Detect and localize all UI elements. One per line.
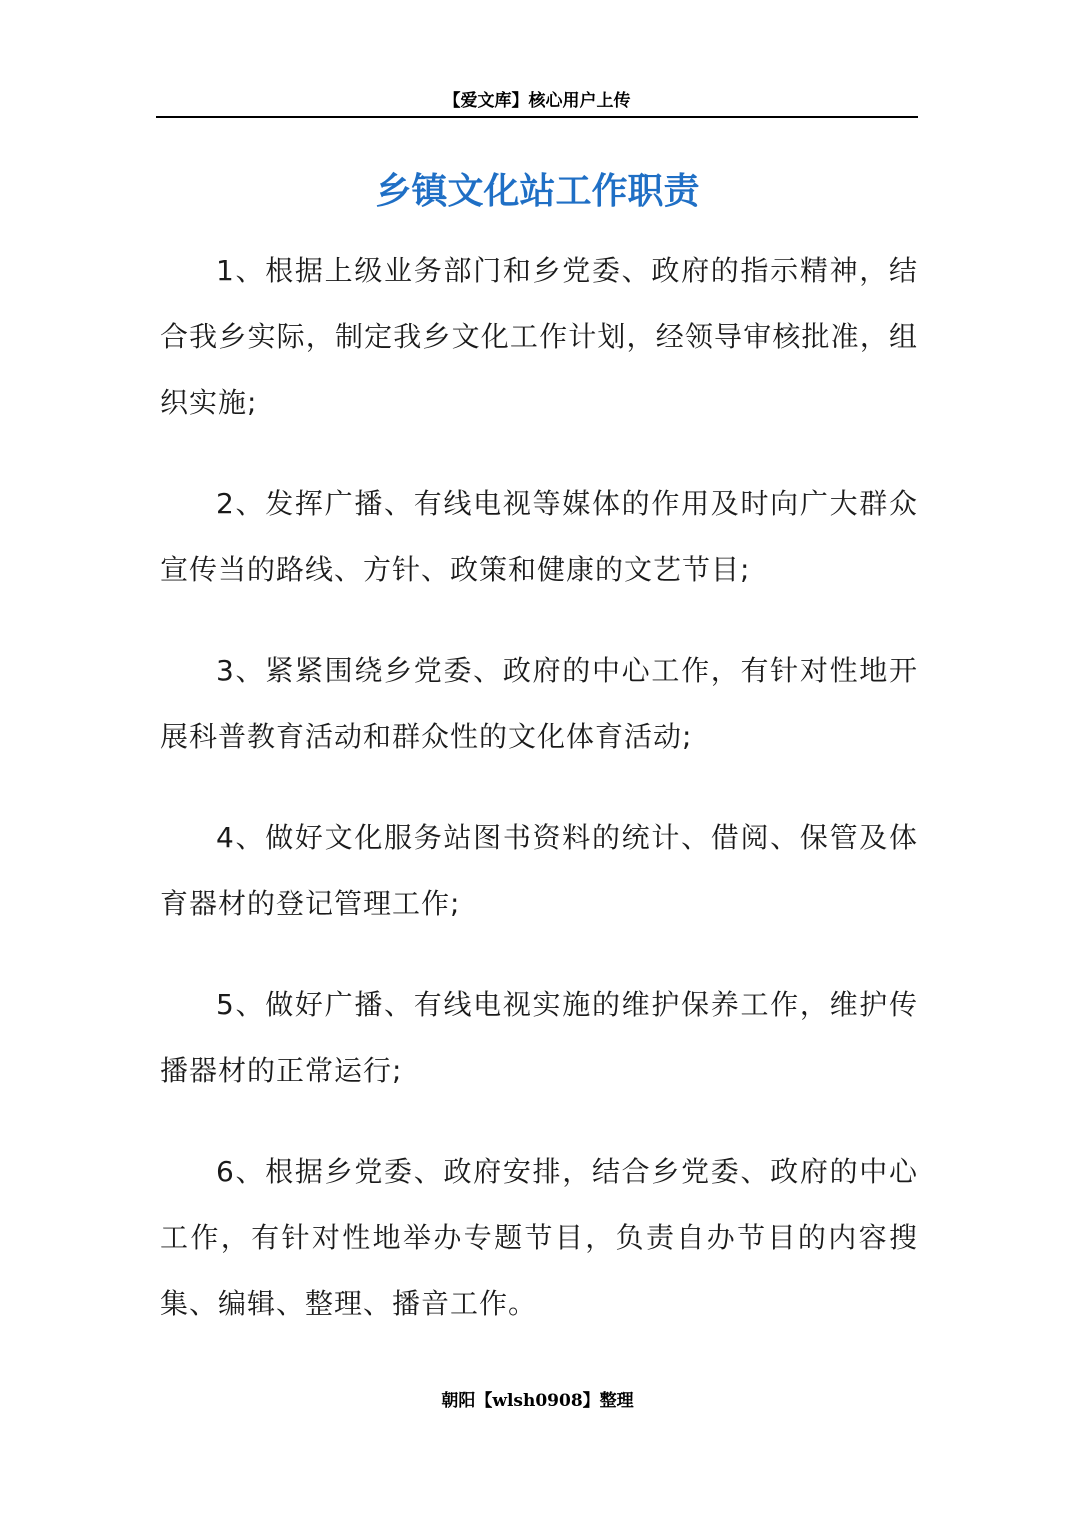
- page-footer: [0, 1386, 1075, 1416]
- duty-item-2: 2、发挥广播、有线电视等媒体的作用及时向广大群众宣传当的路线、方针、政策和健康的文艺节目;: [160, 487, 918, 586]
- footer-text: 朝阳【wlsh0908】整理: [441, 1391, 634, 1411]
- duty-item-4: 4、做好文化服务站图书资料的统计、借阅、保管及体育器材的登记管理工作;: [160, 821, 918, 920]
- header-text: 【爱文库】核心用户上传: [443, 91, 631, 111]
- duty-item-3: 3、紧紧围绕乡党委、政府的中心工作，有针对性地开展科普教育活动和群众性的文化体育活动;: [160, 654, 918, 753]
- page-header: [156, 88, 918, 118]
- document-title: 乡镇文化站工作职责: [375, 171, 700, 212]
- duty-item-6: 6、根据乡党委、政府安排，结合乡党委、政府的中心工作，有针对性地举办专题节目，负责自办节目的内容搜集、编辑、整理、播音工作。: [160, 1155, 918, 1320]
- document-body: [160, 238, 918, 1372]
- duty-item-1: 1、根据上级业务部门和乡党委、政府的指示精神，结合我乡实际，制定我乡文化工作计划，经领导审核批准，组织实施;: [160, 254, 918, 419]
- duty-item-5: 5、做好广播、有线电视实施的维护保养工作，维护传播器材的正常运行;: [160, 988, 918, 1087]
